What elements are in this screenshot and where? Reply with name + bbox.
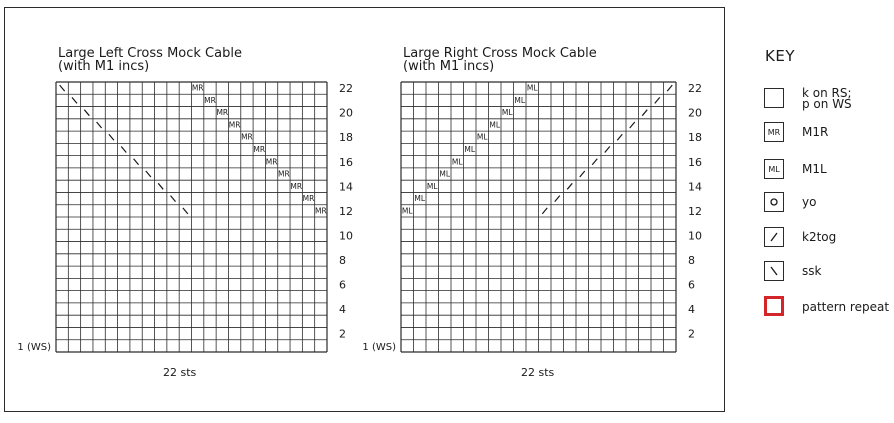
row-label: 14 [688,180,702,194]
cell-symbol-ml: ML [489,120,501,130]
row-label: 10 [339,229,353,243]
row-label: 18 [339,131,353,145]
cell-symbol-ssk [97,122,102,128]
row-label: 12 [688,204,702,218]
key-label-m1r: M1R [802,125,829,139]
cell-symbol-ml: ML [414,194,426,204]
cell-symbol-ml: ML [464,145,476,154]
cell-symbol-k2tog [592,159,597,165]
row-label: 2 [339,327,346,341]
cell-symbol-ssk [183,208,188,214]
row-label: 4 [688,303,695,317]
cell-symbol-ml: ML [401,206,413,216]
row-label: 4 [339,303,346,317]
chart-left-title-line2: (with M1 incs) [58,59,150,74]
row-label: 12 [339,204,353,218]
cell-symbol-k2tog [642,110,647,116]
cell-symbol-mr: MR [278,169,290,179]
chart-left-width-label: 22 sts [163,366,197,379]
cell-symbol-k2tog [617,134,622,140]
row-label: 8 [339,253,346,267]
knit-symbol-icon [764,88,784,108]
cell-symbol-k2tog [630,122,635,128]
cell-symbol-ml: ML [451,157,463,167]
cell-symbol-ssk [171,196,176,202]
cell-symbol-ml: ML [501,108,513,118]
chart-right-width-label: 22 sts [521,366,555,379]
row-label: 8 [688,253,695,267]
row-label: 14 [339,180,353,194]
yo-symbol-icon [764,192,784,212]
k2tog-symbol-icon [764,227,784,247]
cell-symbol-k2tog [655,97,660,103]
cell-symbol-mr: MR [191,83,204,93]
key-title: KEY [765,47,795,65]
cell-symbol-ssk [158,183,163,189]
row-label: 22 [688,82,702,96]
key-label-knit-line2: p on WS [802,97,852,111]
cell-symbol-ssk [84,110,89,116]
row-label: 16 [339,155,353,169]
row-label-first: 1 (WS) [17,341,51,353]
row-label: 10 [688,229,702,243]
chart-left-title-line1: Large Left Cross Mock Cable [58,46,242,61]
row-label: 6 [339,278,346,292]
row-label: 18 [688,131,702,145]
m1l-symbol-icon: ML [764,159,784,179]
m1r-symbol-icon: MR [764,122,784,142]
key-label-k2tog: k2tog [802,230,837,244]
row-label: 22 [339,82,353,96]
key-label-pattern-repeat: pattern repeat [802,300,890,314]
key-label-yo: yo [802,195,817,209]
cell-symbol-mr: MR [265,157,278,167]
cell-symbol-ssk [121,147,126,153]
ssk-symbol-icon [764,261,784,281]
chart-right-title-line1: Large Right Cross Mock Cable [403,46,597,61]
cell-symbol-ssk [72,97,77,103]
row-label: 2 [688,327,695,341]
cell-symbol-ssk [109,134,114,140]
row-label: 6 [688,278,695,292]
cell-symbol-k2tog [542,208,547,214]
key-label-knit-line1: k on RS; [802,86,852,100]
key-label-ssk: ssk [802,264,822,278]
cell-symbol-mr: MR [204,95,216,105]
cell-symbol-mr: MR [241,132,253,142]
cell-symbol-k2tog [667,85,672,91]
cell-symbol-k2tog [605,147,610,153]
cell-symbol-k2tog [555,196,560,202]
cell-symbol-k2tog [580,171,585,177]
cell-symbol-ssk [146,171,151,177]
cell-symbol-mr: MR [290,181,303,191]
cell-symbol-mr: MR [302,194,315,204]
row-label: 20 [339,106,353,120]
cell-symbol-ssk [60,85,65,91]
pattern-repeat-symbol-icon [764,296,784,316]
row-label: 16 [688,155,702,169]
cell-symbol-ml: ML [476,132,488,142]
cell-symbol-mr: MR [216,108,229,118]
cell-symbol-mr: MR [253,145,266,154]
cell-symbol-mr: MR [228,120,241,130]
cell-symbol-k2tog [567,183,572,189]
chart-right-title-line2: (with M1 incs) [403,59,495,74]
row-label-first: 1 (WS) [362,341,396,353]
cell-symbol-ml: ML [439,169,451,179]
cell-symbol-ml: ML [514,95,526,105]
cell-symbol-ssk [134,159,139,165]
cell-symbol-ml: ML [526,83,538,93]
key-label-m1l: M1L [802,162,827,176]
row-label: 20 [688,106,702,120]
cell-symbol-mr: MR [314,206,327,216]
cell-symbol-ml: ML [426,181,438,191]
